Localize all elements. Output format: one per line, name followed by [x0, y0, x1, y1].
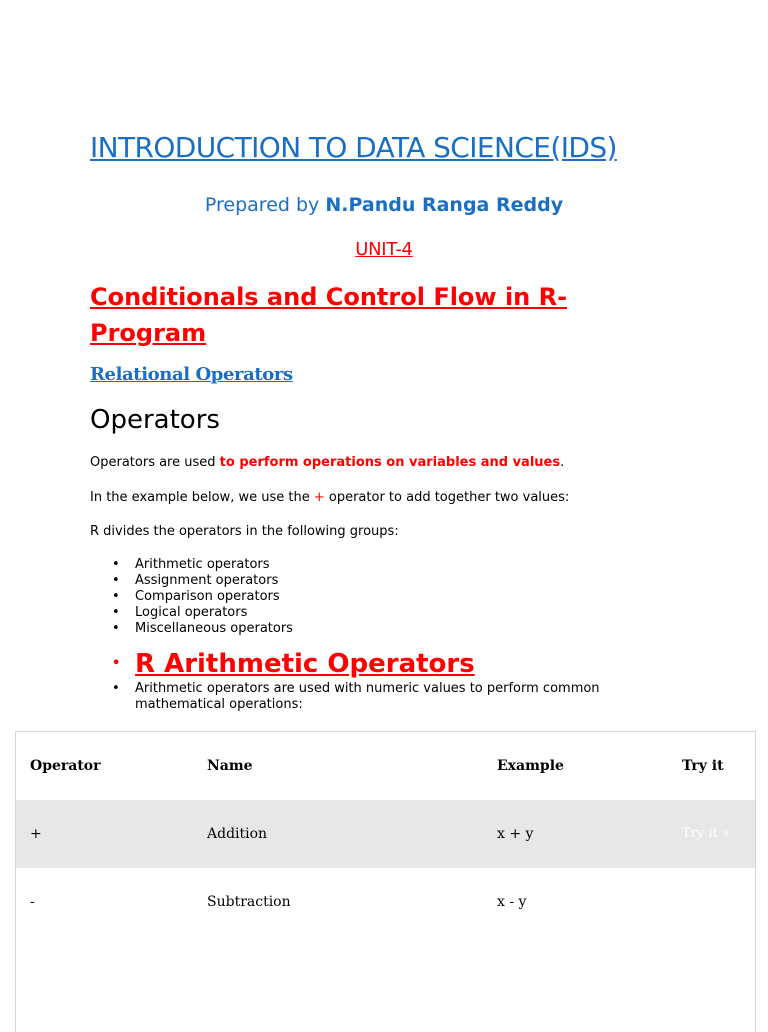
table-row — [16, 800, 755, 868]
arithmetic-description — [112, 681, 655, 713]
arithmetic-description-text: Arithmetic operators are used with numeric values to perform common mathematical operations: — [135, 681, 600, 712]
para2-suffix: operator to add together two values: — [324, 490, 570, 505]
cell-operator: + — [30, 826, 42, 842]
list-item-label: Assignment operators — [135, 573, 279, 588]
list-item-label: Arithmetic operators — [135, 557, 270, 572]
para1-suffix: . — [560, 455, 565, 470]
arithmetic-heading-text: R Arithmetic Operators — [135, 649, 475, 679]
relational-operators-link[interactable]: Relational Operators — [90, 364, 293, 385]
bullet-icon: • — [112, 621, 120, 636]
table-row — [16, 868, 755, 936]
prepared-by-line — [0, 192, 768, 218]
example-paragraph — [90, 489, 569, 507]
prepared-by-prefix: Prepared by — [204, 194, 326, 216]
bullet-icon: • — [112, 681, 120, 696]
author-name: N.Pandu Ranga Reddy — [325, 194, 564, 216]
unit-label: UNIT-4 — [355, 239, 413, 260]
list-item — [112, 621, 293, 637]
header-name: Name — [207, 758, 253, 774]
para2-prefix: In the example below, we use the — [90, 490, 314, 505]
list-item — [112, 557, 293, 573]
cell-example: x + y — [497, 826, 534, 842]
plus-operator-highlight: + — [313, 490, 325, 505]
cell-operator: - — [30, 894, 35, 910]
arithmetic-operators-heading — [112, 646, 475, 682]
operators-heading: Operators — [90, 405, 220, 435]
document-title: INTRODUCTION TO DATA SCIENCE(IDS) — [90, 131, 617, 164]
chapter-heading: Conditionals and Control Flow in R-Program — [90, 283, 568, 347]
list-item-label: Miscellaneous operators — [135, 621, 293, 636]
header-operator: Operator — [30, 758, 101, 774]
list-item — [112, 573, 293, 589]
list-item — [112, 605, 293, 621]
groups-paragraph: R divides the operators in the following groups: — [90, 524, 399, 539]
operators-table — [15, 731, 756, 1032]
header-example: Example — [497, 758, 564, 774]
table-header-row — [16, 732, 755, 800]
para1-prefix: Operators are used — [90, 455, 220, 470]
header-try-it: Try it — [682, 758, 724, 774]
cell-name: Subtraction — [207, 894, 291, 910]
bullet-icon: • — [112, 589, 120, 604]
bullet-icon: • — [112, 557, 120, 572]
list-item-label: Comparison operators — [135, 589, 280, 604]
operator-groups-list — [112, 557, 293, 637]
bullet-icon: • — [112, 573, 120, 588]
list-item-label: Logical operators — [135, 605, 248, 620]
cell-name: Addition — [207, 826, 268, 842]
bullet-icon: • — [112, 656, 121, 671]
operators-intro-paragraph — [90, 454, 564, 472]
cell-example: x - y — [497, 894, 527, 910]
try-it-button[interactable]: Try it » — [682, 826, 730, 841]
bullet-icon: • — [112, 605, 120, 620]
para1-highlight: to perform operations on variables and values — [219, 455, 561, 470]
list-item — [112, 589, 293, 605]
